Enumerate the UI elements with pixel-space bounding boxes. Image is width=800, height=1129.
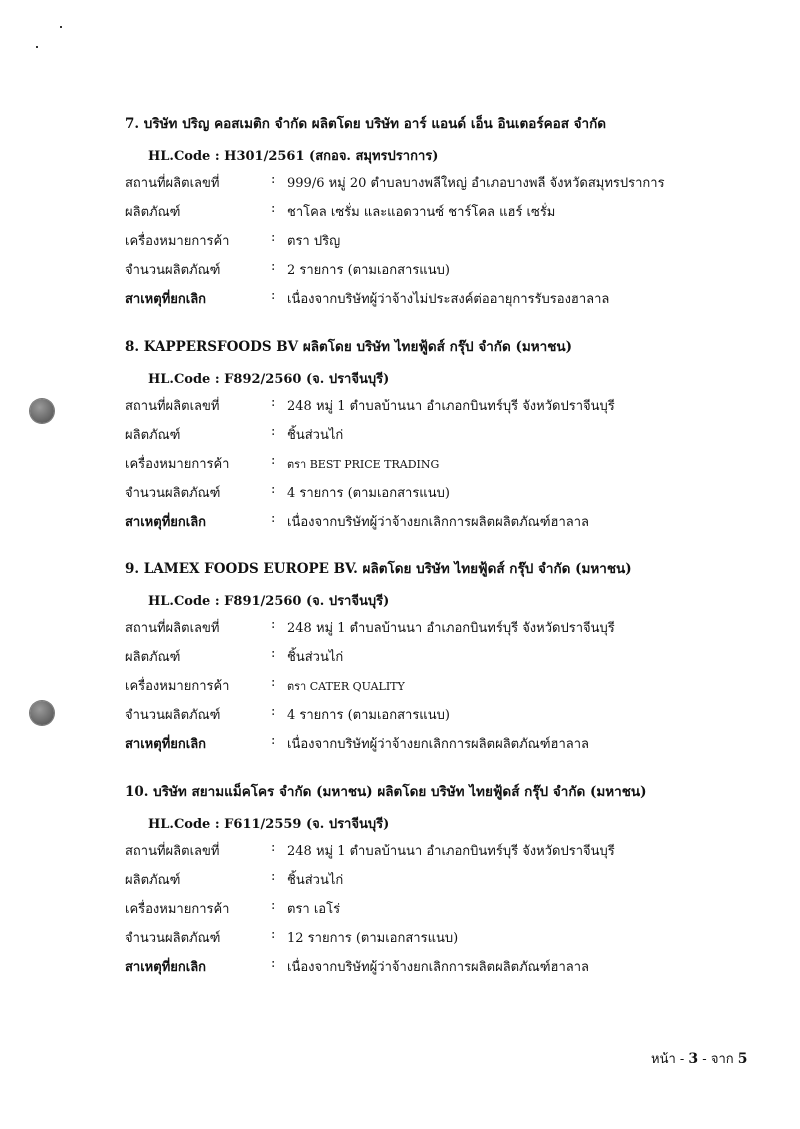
field-value: 248 หมู่ 1 ตำบลบ้านนา อำเภอกบินทร์บุรี จังหวัดปราจีนบุรี: [287, 621, 615, 636]
cancel-reason-value: เนื่องจากบริษัทผู้ว่าจ้างยกเลิกการผลิตผลิตภัณฑ์ฮาลาล: [287, 960, 589, 975]
field-colon: :: [271, 617, 276, 632]
page-number: [651, 1048, 748, 1069]
field-label: ผลิตภัณฑ์: [125, 205, 181, 220]
halal-code: HL.Code : F891/2560 (จ. ปราจีนบุรี): [148, 594, 390, 609]
current-page: 3: [688, 1051, 699, 1067]
field-value: 999/6 หมู่ 20 ตำบลบางพลีใหญ่ อำเภอบางพลี จังหวัดสมุทรปราการ: [287, 176, 665, 191]
cancel-reason-value: เนื่องจากบริษัทผู้ว่าจ้างยกเลิกการผลิตผลิตภัณฑ์ฮาลาล: [287, 737, 589, 752]
field-label: เครื่องหมายการค้า: [125, 902, 230, 917]
field-colon: :: [271, 172, 276, 187]
entry-heading: 7. บริษัท ปริญ คอสเมติก จำกัด ผลิตโดย บริษัท อาร์ แอนด์ เอ็น อินเตอร์คอส จำกัด: [125, 116, 607, 132]
field-row: [0, 395, 800, 417]
field-row: [0, 646, 800, 668]
entry-heading: 9. LAMEX FOODS EUROPE BV. ผลิตโดย บริษัท ไทยฟู้ดส์ กรุ๊ป จำกัด (มหาชน): [125, 561, 632, 577]
field-colon: :: [271, 646, 276, 661]
field-colon: :: [271, 511, 276, 526]
field-colon: :: [271, 733, 276, 748]
field-value: ตรา BEST PRICE TRADING: [287, 458, 440, 471]
field-colon: :: [271, 288, 276, 303]
field-value: 4 รายการ (ตามเอกสารแนบ): [287, 486, 450, 501]
field-value: 248 หมู่ 1 ตำบลบ้านนา อำเภอกบินทร์บุรี จังหวัดปราจีนบุรี: [287, 844, 615, 859]
field-value: ตรา CATER QUALITY: [287, 680, 405, 693]
field-label: ผลิตภัณฑ์: [125, 873, 181, 888]
field-value: ชิ้นส่วนไก่: [287, 428, 344, 443]
field-row: [0, 704, 800, 726]
field-label: จำนวนผลิตภัณฑ์: [125, 708, 221, 723]
field-label: จำนวนผลิตภัณฑ์: [125, 931, 221, 946]
halal-code: HL.Code : F892/2560 (จ. ปราจีนบุรี): [148, 372, 390, 387]
field-row: [0, 840, 800, 862]
field-colon: :: [271, 869, 276, 884]
field-colon: :: [271, 395, 276, 410]
field-colon: :: [271, 704, 276, 719]
field-value: ชาโคล เซรั่ม และแอดวานซ์ ชาร์โคล แฮร์ เซรั่ม: [287, 205, 556, 220]
cancel-reason-value: เนื่องจากบริษัทผู้ว่าจ้างยกเลิกการผลิตผลิตภัณฑ์ฮาลาล: [287, 515, 589, 530]
field-value: ชิ้นส่วนไก่: [287, 873, 344, 888]
field-row: [0, 230, 800, 252]
cancel-reason-label: สาเหตุที่ยกเลิก: [125, 737, 207, 752]
field-colon: :: [271, 424, 276, 439]
field-value: 2 รายการ (ตามเอกสารแนบ): [287, 263, 450, 278]
halal-code: HL.Code : F611/2559 (จ. ปราจีนบุรี): [148, 817, 390, 832]
field-label: สถานที่ผลิตเลขที่: [125, 844, 220, 859]
entry-heading: 10. บริษัท สยามแม็คโคร จำกัด (มหาชน) ผลิตโดย บริษัท ไทยฟู้ดส์ กรุ๊ป จำกัด (มหาชน): [125, 784, 647, 800]
field-row: [0, 482, 800, 504]
field-colon: :: [271, 482, 276, 497]
field-row: [0, 288, 800, 310]
scan-speck: [36, 46, 38, 48]
field-colon: :: [271, 956, 276, 971]
field-label: เครื่องหมายการค้า: [125, 234, 230, 249]
cancel-reason-label: สาเหตุที่ยกเลิก: [125, 960, 207, 975]
cancel-reason-value: เนื่องจากบริษัทผู้ว่าจ้างไม่ประสงค์ต่ออายุการรับรองฮาลาล: [287, 292, 610, 307]
field-row: [0, 172, 800, 194]
page-middle: - จาก: [698, 1052, 738, 1067]
field-row: [0, 617, 800, 639]
field-colon: :: [271, 898, 276, 913]
field-row: [0, 511, 800, 533]
field-label: จำนวนผลิตภัณฑ์: [125, 486, 221, 501]
page-prefix: หน้า -: [651, 1052, 689, 1067]
field-label: จำนวนผลิตภัณฑ์: [125, 263, 221, 278]
total-pages: 5: [737, 1051, 748, 1067]
field-row: [0, 927, 800, 949]
cancel-reason-label: สาเหตุที่ยกเลิก: [125, 515, 207, 530]
field-value: ตรา ปริญ: [287, 234, 341, 249]
field-value: ตรา เอโร่: [287, 902, 341, 917]
field-colon: :: [271, 675, 276, 690]
field-colon: :: [271, 927, 276, 942]
field-row: [0, 675, 800, 697]
field-value: 12 รายการ (ตามเอกสารแนบ): [287, 931, 459, 946]
field-label: สถานที่ผลิตเลขที่: [125, 176, 220, 191]
field-row: [0, 733, 800, 755]
field-value: ชิ้นส่วนไก่: [287, 650, 344, 665]
field-label: ผลิตภัณฑ์: [125, 650, 181, 665]
field-colon: :: [271, 259, 276, 274]
field-row: [0, 869, 800, 891]
field-colon: :: [271, 230, 276, 245]
field-row: [0, 259, 800, 281]
field-colon: :: [271, 453, 276, 468]
field-label: สถานที่ผลิตเลขที่: [125, 621, 220, 636]
field-row: [0, 424, 800, 446]
scan-speck: [60, 26, 62, 28]
field-value: 4 รายการ (ตามเอกสารแนบ): [287, 708, 450, 723]
field-row: [0, 453, 800, 475]
field-label: เครื่องหมายการค้า: [125, 679, 230, 694]
cancel-reason-label: สาเหตุที่ยกเลิก: [125, 292, 207, 307]
field-colon: :: [271, 201, 276, 216]
field-row: [0, 898, 800, 920]
field-value: 248 หมู่ 1 ตำบลบ้านนา อำเภอกบินทร์บุรี จังหวัดปราจีนบุรี: [287, 399, 615, 414]
field-row: [0, 201, 800, 223]
entry-heading: 8. KAPPERSFOODS BV ผลิตโดย บริษัท ไทยฟู้ดส์ กรุ๊ป จำกัด (มหาชน): [125, 339, 572, 355]
halal-code: HL.Code : H301/2561 (สกอจ. สมุทรปราการ): [148, 149, 439, 164]
field-row: [0, 956, 800, 978]
field-colon: :: [271, 840, 276, 855]
field-label: สถานที่ผลิตเลขที่: [125, 399, 220, 414]
field-label: เครื่องหมายการค้า: [125, 457, 230, 472]
field-label: ผลิตภัณฑ์: [125, 428, 181, 443]
